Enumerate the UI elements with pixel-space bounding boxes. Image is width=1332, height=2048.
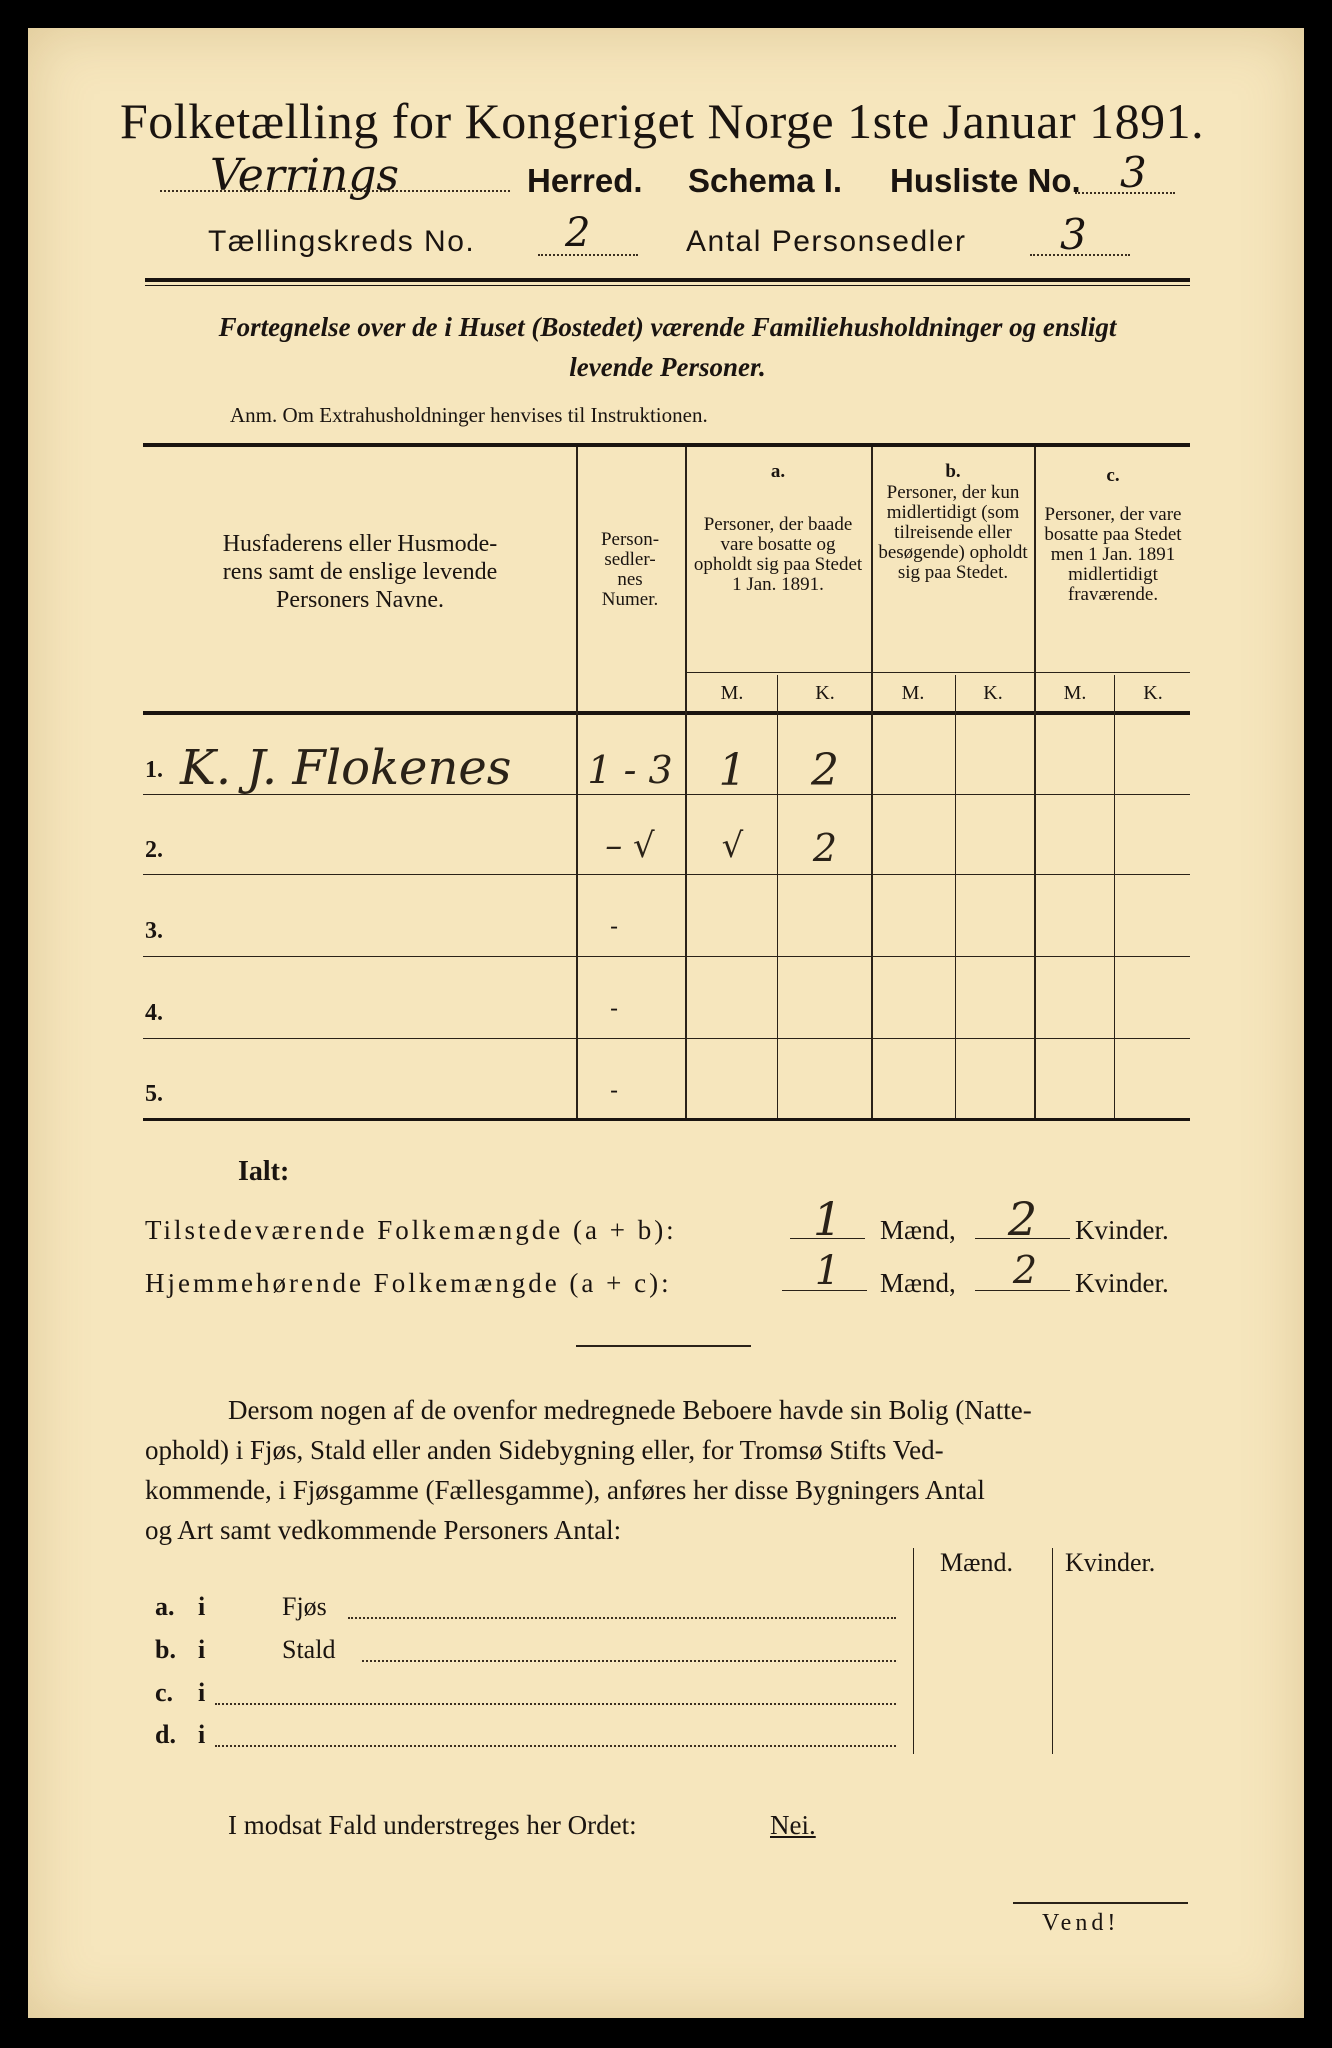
row-rule-2 bbox=[143, 874, 1190, 875]
item-a-label: Fjøs bbox=[282, 1592, 327, 1621]
row-rule-4 bbox=[143, 1038, 1190, 1039]
col-divider-bm bbox=[955, 675, 956, 1118]
row-1-am: 1 bbox=[718, 745, 747, 796]
row-2-num: 2. bbox=[145, 837, 163, 863]
personsedler-label: Antal Personsedler bbox=[686, 225, 967, 258]
row-4-num: 4. bbox=[145, 1000, 163, 1026]
item-b-dots bbox=[362, 1660, 896, 1662]
col-divider-cm bbox=[1114, 675, 1115, 1118]
herred-label: Herred. bbox=[527, 162, 643, 199]
col-names-header: Husfaderens eller Husmode- rens samt de enslige levende Personers Navne. bbox=[222, 531, 498, 613]
item-c-dots bbox=[215, 1703, 896, 1705]
hjemme-k-value: 2 bbox=[1012, 1248, 1038, 1292]
herred-value: Verrings bbox=[210, 150, 399, 201]
row-2-am: √ bbox=[721, 826, 744, 866]
row-5-sedler: - bbox=[610, 1076, 619, 1104]
item-a-dots bbox=[348, 1617, 896, 1619]
hjemme-label: Hjemmehørende Folkemængde (a + c): bbox=[145, 1268, 672, 1298]
item-d-dots bbox=[215, 1745, 896, 1747]
tilstede-kvinder: Kvinder. bbox=[1075, 1215, 1169, 1245]
tilstede-k-value: 2 bbox=[1007, 1192, 1038, 1246]
row-5-num: 5. bbox=[145, 1081, 163, 1107]
item-d-i: i bbox=[198, 1720, 206, 1749]
col-num-header: Person- sedler- nes Numer. bbox=[600, 529, 660, 610]
tilstede-m-value: 1 bbox=[812, 1192, 843, 1246]
a-k-label: K. bbox=[815, 682, 835, 704]
row-1-ak: 2 bbox=[811, 745, 839, 796]
col-divider-3 bbox=[871, 447, 873, 1118]
mk-rule bbox=[686, 672, 1190, 673]
row-1-name: K. J. Flokenes bbox=[180, 740, 512, 796]
row-4-sedler: - bbox=[610, 994, 619, 1022]
para-line-1: Dersom nogen af de ovenfor medregnede Beboere havde sin Bolig (Natte- bbox=[228, 1395, 1032, 1425]
hjemme-m-value: 1 bbox=[814, 1248, 841, 1294]
item-a-letter: a. bbox=[155, 1592, 175, 1621]
hjemme-maend: Mænd, bbox=[880, 1268, 956, 1298]
item-d-letter: d. bbox=[155, 1720, 176, 1749]
maend-col-header: Mænd. bbox=[940, 1548, 1013, 1577]
item-b-i: i bbox=[198, 1635, 206, 1664]
intro-line2: levende Personer. bbox=[569, 352, 766, 382]
kreds-value: 2 bbox=[565, 210, 591, 256]
kvinder-col-header: Kvinder. bbox=[1065, 1548, 1156, 1577]
header-rule bbox=[145, 278, 1190, 282]
col-c-letter: c. bbox=[1106, 465, 1120, 486]
bottom-col-divider-1 bbox=[913, 1548, 914, 1754]
nei-word: Nei. bbox=[770, 1810, 816, 1840]
row-1-sedler: 1 - 3 bbox=[587, 748, 673, 792]
item-c-i: i bbox=[198, 1678, 206, 1707]
col-divider-1 bbox=[576, 447, 578, 1118]
item-a-i: i bbox=[198, 1592, 206, 1621]
hjemme-kvinder: Kvinder. bbox=[1075, 1268, 1169, 1298]
schema-label: Schema I. bbox=[688, 162, 843, 199]
husliste-value: 3 bbox=[1120, 148, 1147, 197]
table-header-rule bbox=[143, 711, 1190, 715]
personsedler-value: 3 bbox=[1060, 210, 1087, 259]
kreds-label: Tællingskreds No. bbox=[208, 225, 476, 258]
b-m-label: M. bbox=[901, 682, 925, 704]
row-1-num: 1. bbox=[145, 757, 163, 783]
para-line-4: og Art samt vedkommende Personers Antal: bbox=[145, 1515, 622, 1545]
husliste-label: Husliste No. bbox=[890, 162, 1081, 199]
c-k-label: K. bbox=[1143, 682, 1163, 704]
form-title: Folketælling for Kongeriget Norge 1ste Januar 1891. bbox=[120, 93, 1205, 149]
col-b-letter: b. bbox=[945, 461, 961, 482]
anm-note: Anm. Om Extrahusholdninger henvises til Instruktionen. bbox=[230, 403, 708, 427]
ialt-label: Ialt: bbox=[238, 1156, 290, 1187]
tilstede-label: Tilstedeværende Folkemængde (a + b): bbox=[145, 1215, 677, 1245]
col-a-letter: a. bbox=[770, 461, 786, 482]
col-divider-4 bbox=[1034, 447, 1036, 1118]
vend-text: Vend! bbox=[1042, 1910, 1120, 1936]
c-m-label: M. bbox=[1063, 682, 1087, 704]
row-rule-3 bbox=[143, 956, 1190, 957]
item-b-letter: b. bbox=[155, 1635, 176, 1664]
para-line-3: kommende, i Fjøsgamme (Fællesgamme), anføres her disse Bygningers Antal bbox=[145, 1475, 985, 1505]
row-2-ak: 2 bbox=[812, 826, 838, 870]
row-2-sedler: – √ bbox=[605, 826, 655, 866]
para-line-2: ophold) i Fjøs, Stald eller anden Sidebygning eller, for Tromsø Stifts Ved- bbox=[145, 1435, 944, 1465]
col-divider-2 bbox=[685, 447, 687, 1118]
table-top-rule bbox=[143, 443, 1190, 447]
row-3-num: 3. bbox=[145, 918, 163, 944]
b-k-label: K. bbox=[983, 682, 1003, 704]
header-rule-thin bbox=[145, 285, 1190, 286]
col-c-text: Personer, der vare bosatte paa Stedet men 1 Jan. 1891 midlertidigt fraværende. bbox=[1044, 504, 1182, 605]
col-a-text: Personer, der baade vare bosatte og opholdt sig paa Stedet 1 Jan. 1891. bbox=[693, 514, 863, 595]
item-c-letter: c. bbox=[155, 1678, 174, 1707]
modsat-text: I modsat Fald understreges her Ordet: bbox=[228, 1810, 637, 1840]
bottom-col-divider-2 bbox=[1052, 1548, 1053, 1754]
item-b-label: Stald bbox=[282, 1635, 336, 1664]
intro-line1: Fortegnelse over de i Huset (Bostedet) værende Familiehusholdninger og ensligt bbox=[218, 312, 1117, 342]
table-bottom-rule bbox=[143, 1118, 1190, 1121]
section-divider bbox=[576, 1345, 751, 1347]
col-b-text: Personer, der kun midlertidigt (som tilreisende eller besøgende) opholdt sig paa Stedet. bbox=[878, 482, 1028, 583]
col-divider-am bbox=[777, 675, 778, 1118]
tilstede-maend: Mænd, bbox=[880, 1215, 956, 1245]
a-m-label: M. bbox=[720, 682, 744, 704]
row-3-sedler: - bbox=[610, 912, 619, 940]
vend-rule bbox=[1013, 1902, 1188, 1904]
